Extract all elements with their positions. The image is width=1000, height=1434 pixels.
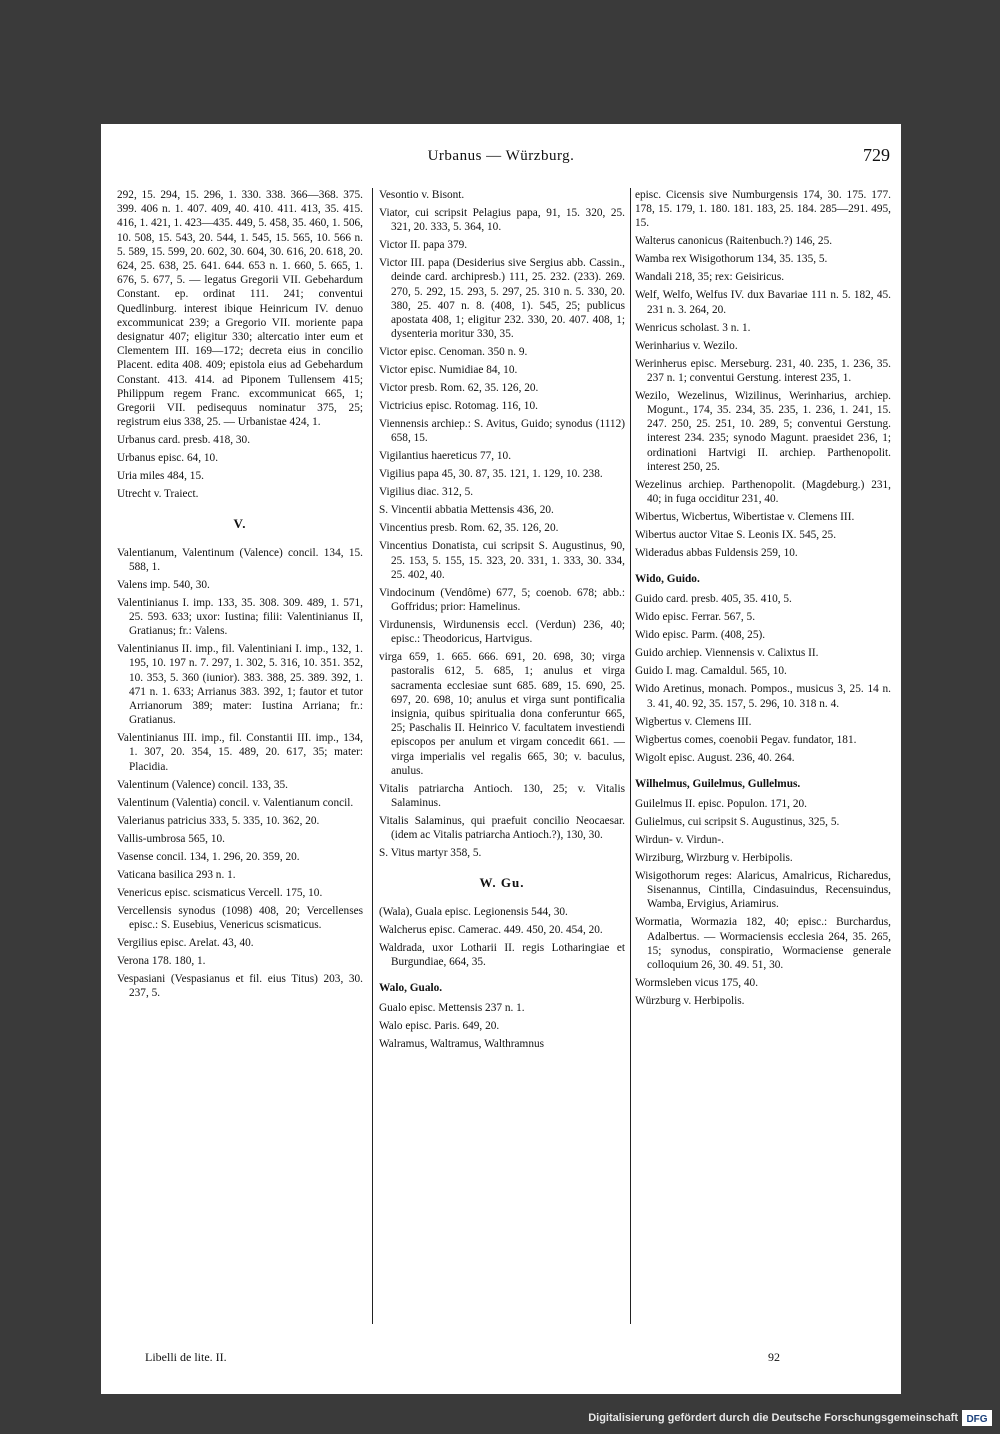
index-column-1 xyxy=(117,188,363,1332)
index-column-3 xyxy=(635,188,891,1332)
index-entry: Gualo episc. Mettensis 237 n. 1. xyxy=(379,1002,525,1015)
index-entry: Wenricus scholast. 3 n. 1. xyxy=(635,321,751,334)
group-heading: Wilhelmus, Guilelmus, Gullelmus. xyxy=(635,777,801,790)
running-head xyxy=(101,145,901,172)
index-entry: Urbanus card. presb. 418, 30. xyxy=(117,434,251,447)
index-entry: Valentinianus II. imp., fil. Valentiniani I. imp., 132, 1. 195, 10. 197 n. 7. 297, 1. 302, 5. 316, 10. 351. 352, 10. 353, 5. 360 (iunior). 383. 388, 25. 389. 392, 1. 471 n. 1. 633; Arrianus 383. 392, 1; fautor et tutor Arrianorum 389; mater: Iustina Arriana; fr.: Gratianus. xyxy=(117,643,363,727)
index-entry: Viennensis archiep.: S. Avitus, Guido; synodus (1112) 658, 15. xyxy=(379,418,625,445)
index-entry: Wibertus auctor Vitae S. Leonis IX. 545, 25. xyxy=(635,529,837,542)
index-entry: Verona 178. 180, 1. xyxy=(117,954,206,967)
index-entry: episc. Cicensis sive Numburgensis 174, 30. 175. 177. 178, 15. 179, 1. 180. 181. 183, 25. 184. 285—291. 495, 15. xyxy=(635,189,891,230)
index-entry: Virdunensis, Wirdunensis eccl. (Verdun) 236, 40; episc.: Theodoricus, Hartvigus. xyxy=(379,619,625,646)
index-entry: Vitalis patriarcha Antioch. 130, 25; v. Vitalis Salaminus. xyxy=(379,782,625,810)
running-title: Urbanus — Würzburg. xyxy=(427,148,575,164)
index-entry: Vitalis Salaminus, qui praefuit concilio Neocaesar. (idem ac Vitalis patriarcha Antioch.?), 130, 30. xyxy=(379,815,625,842)
index-entry: Vercellensis synodus (1098) 408, 20; Vercellenses episc.: S. Eusebius, Venericus scismaticus. xyxy=(117,904,363,931)
book-page xyxy=(101,124,901,1394)
index-entry: Vespasiani (Vespasianus et fil. eius Titus) 203, 30. 237, 5. xyxy=(117,972,363,1000)
index-entry: Vigilius papa 45, 30. 87, 35. 121, 1. 129, 10. 238. xyxy=(379,468,603,481)
index-entry: Victor episc. Cenoman. 350 n. 9. xyxy=(379,346,528,359)
index-entry: S. Vitus martyr 358, 5. xyxy=(379,847,482,860)
index-entry: Vasense concil. 134, 1. 296, 20. 359, 20. xyxy=(117,850,300,863)
index-entry: Valentinum (Valence) concil. 133, 35. xyxy=(117,778,288,791)
dfg-logo-text: DFG xyxy=(966,1414,988,1425)
index-entry: Wido episc. Ferrar. 567, 5. xyxy=(635,611,756,624)
index-entry: Wigbertus comes, coenobii Pegav. fundator, 181. xyxy=(635,733,857,746)
footer-volume: Libelli de lite. II. xyxy=(145,1350,227,1364)
group-heading: Wido, Guido. xyxy=(635,573,700,586)
index-column-2 xyxy=(379,188,625,1332)
index-entry: Vallis-umbrosa 565, 10. xyxy=(117,832,225,845)
index-entry: Walcherus episc. Camerac. 449. 450, 20. 454, 20. xyxy=(379,923,603,936)
index-entry: Wirdun- v. Virdun-. xyxy=(635,834,724,847)
group-heading: Walo, Gualo. xyxy=(379,982,443,995)
index-entry: Gulielmus, cui scripsit S. Augustinus, 325, 5. xyxy=(635,816,840,829)
index-entry: Guilelmus II. episc. Populon. 171, 20. xyxy=(635,798,807,811)
footer-signature: 92 xyxy=(768,1350,780,1364)
letter-heading: V. xyxy=(233,516,247,532)
index-entry: (Wala), Guala episc. Legionensis 544, 30. xyxy=(379,905,568,918)
index-entry: Vergilius episc. Arelat. 43, 40. xyxy=(117,936,254,949)
index-entry: Vindocinum (Vendôme) 677, 5; coenob. 678; abb.: Goffridus; prior: Hamelinus. xyxy=(379,586,625,614)
index-entry: Valentinum (Valentia) concil. v. Valentianum concil. xyxy=(117,796,354,809)
index-entry: Werinherus episc. Merseburg. 231, 40. 235, 1. 236, 35. 237 n. 1; conventui Gerstung. interest 235, 1. xyxy=(635,357,891,384)
letter-heading: W. Gu. xyxy=(479,875,525,891)
index-entry: Vigilantius haereticus 77, 10. xyxy=(379,450,512,463)
index-entry: S. Vincentii abbatia Mettensis 436, 20. xyxy=(379,504,554,517)
index-entry: Viator, cui scripsit Pelagius papa, 91, 15. 320, 25. 321, 20. 333, 5. 364, 10. xyxy=(379,207,625,234)
index-entry: Wigbertus v. Clemens III. xyxy=(635,715,752,728)
index-entry: Guido card. presb. 405, 35. 410, 5. xyxy=(635,593,792,606)
index-entry: Vincentius Donatista, cui scripsit S. Augustinus, 90, 25. 153, 5. 155, 15. 323, 20. 331, 1. 333, 30. 334, 25. 402, 40. xyxy=(379,540,625,581)
index-entry: Victor II. papa 379. xyxy=(379,239,468,252)
index-entry: Welf, Welfo, Welfus IV. dux Bavariae 111 n. 5. 182, 45. 231 n. 3. 264, 20. xyxy=(635,289,891,316)
index-entry: Victricius episc. Rotomag. 116, 10. xyxy=(379,400,538,413)
index-entry: Valentinianus III. imp., fil. Constantii III. imp., 134, 1. 307, 20. 354, 15. 489, 20. 617, 35; mater: Placidia. xyxy=(117,732,363,773)
index-entry: Valerianus patricius 333, 5. 335, 10. 362, 20. xyxy=(117,814,320,827)
index-entry: virga 659, 1. 665. 666. 691, 20. 698, 30; virga pastoralis 612, 5. 685, 1; anulus et virga sacramenta ecclesiae sunt 685. 689, 15. 690, 25. 697, 20. 698, 10; anulus et virga sunt pontificalia insignia, quibus spiritualia dona conferuntur 665, 25; Paschalis II. Heinrico V. facultatem investiendi episcopos per anulum et virgam concedit 661. — virga imperialis vel regalis 665, 30; v. baculus, anulus. xyxy=(379,651,625,777)
index-entry: Valens imp. 540, 30. xyxy=(117,578,210,591)
index-entry: Wideradus abbas Fuldensis 259, 10. xyxy=(635,547,798,560)
index-entry: Wezilo, Wezelinus, Wizilinus, Werinharius, archiep. Mogunt., 174, 35. 234, 35. 235, 1. 236, 1. 241, 15. 247. 250, 25. 251, 10. 289, 5; conventui Gerstung. interest 234. 235; synodo Magunt. praesidet 236, 1; ordinationi Hartvigi II. archiep. Parthenopolit. interest 250, 25. xyxy=(635,389,891,473)
index-entry: Vincentius presb. Rom. 62, 35. 126, 20. xyxy=(379,522,559,535)
column-rule xyxy=(630,188,631,1324)
index-entry: Wamba rex Wisigothorum 134, 35. 135, 5. xyxy=(635,253,828,266)
index-entry: Wirziburg, Wirzburg v. Herbipolis. xyxy=(635,852,793,865)
index-entry: Valentianum, Valentinum (Valence) concil. 134, 15. 588, 1. xyxy=(117,546,363,573)
digitization-credit: Digitalisierung gefördert durch die Deutsche Forschungsgemeinschaft xyxy=(588,1412,958,1424)
index-entry: Wormatia, Wormazia 182, 40; episc.: Burchardus, Adalbertus. — Wormaciensis ecclesia 264, 35. 265, 15; synodus, conspiratio, Wormaciense generale colloquium 26, 30. 49. 51, 30. xyxy=(635,916,891,972)
index-entry: Vesontio v. Bisont. xyxy=(379,189,465,201)
index-entry: Werinharius v. Wezilo. xyxy=(635,339,738,352)
index-entry: Guido I. mag. Camaldul. 565, 10. xyxy=(635,665,787,678)
dfg-logo xyxy=(962,1410,992,1426)
index-entry: Wido Aretinus, monach. Pompos., musicus 3, 25. 14 n. 3. 41, 40. 92, 35. 157, 5. 296, 10. 318 n. 4. xyxy=(635,683,891,710)
index-entry: Wezelinus archiep. Parthenopolit. (Magdeburg.) 231, 40; in fuga occiditur 231, 40. xyxy=(635,478,891,506)
index-entry: Uria miles 484, 15. xyxy=(117,470,204,483)
index-entry: Venericus episc. scismaticus Vercell. 175, 10. xyxy=(117,886,323,899)
index-entry: Victor III. papa (Desiderius sive Sergius abb. Cassin., deinde card. archipresb.) 111, 25. 232. (233). 269. 270, 5. 292, 15. 293, 5. 297, 25. 310 n. 5. 330, 20. 380, 25. 407 n. 8. (408, 1). 545, 25; publicus apostata 408, 1; eligitur 232. 330, 20. 407. 408, 1; dysenteria moritur 330, 35. xyxy=(379,257,625,341)
index-entry: Guido archiep. Viennensis v. Calixtus II. xyxy=(635,647,819,660)
index-entry: Valentinianus I. imp. 133, 35. 308. 309. 489, 1. 571, 25. 593. 633; uxor: Iustina; filii: Valentinianus II, Gratianus; fr.: Valens. xyxy=(117,596,363,638)
index-entry: Walramus, Waltramus, Walthramnus xyxy=(379,1038,545,1051)
index-entry: Vigilius diac. 312, 5. xyxy=(379,486,474,499)
index-entry: Utrecht v. Traiect. xyxy=(117,488,199,501)
index-entry: Wormsleben vicus 175, 40. xyxy=(635,977,759,990)
index-entry: Walterus canonicus (Raitenbuch.?) 146, 25. xyxy=(635,235,833,248)
index-entry: Würzburg v. Herbipolis. xyxy=(635,995,745,1008)
index-entry: Vaticana basilica 293 n. 1. xyxy=(117,868,236,881)
index-entry: Wido episc. Parm. (408, 25). xyxy=(635,629,766,642)
index-entry: Wandali 218, 35; rex: Geisiricus. xyxy=(635,271,785,284)
index-entry: Wibertus, Wicbertus, Wibertistae v. Clemens III. xyxy=(635,511,855,524)
index-entry: Walo episc. Paris. 649, 20. xyxy=(379,1020,500,1033)
index-entry: Wigolt episc. August. 236, 40. 264. xyxy=(635,751,795,764)
index-entry: Waldrada, uxor Lotharii II. regis Lotharingiae et Burgundiae, 664, 35. xyxy=(379,941,625,968)
page-number: 729 xyxy=(863,145,890,165)
index-entry: 292, 15. 294, 15. 296, 1. 330. 338. 366—368. 375. 399. 406 n. 1. 407. 409, 40. 410. 411. 413, 35. 415. 416, 1. 421, 1. 423—435. 449, 5. 458, 35. 460, 1. 506, 10. 508, 15. 543, 20. 544, 1. 545, 15. 565, 10. 566 n. 5. 589, 15. 599, 20. 602, 30. 604, 30. 616, 20. 618, 20. 624, 25. 638, 25. 641. 644. 653 n. 1. 660, 5. 665, 1. 676, 5. 677, 5. — legatus Gregorii VII. Gebehardum Constant. ep. ordinat 111. 241; conventui Quedlinburg. interest ibique Heinricum IV. denuo excommunicat 239; a Gregorio VII. moriente papa designatur 407; eligitur 330; altercatio inter eum et Clementem III. 169—172; decreta eius in concilio Placent. edita 408. 409; epistola eius ad Gebehardum Constant. 413. 414. ad Piponem Tullensem 415; Philippum regem Franc. excommunicat 665, 1; Gregorii VII. pedisequus nominatur 375, 25; registrum eius 338, 25. — Urbanistae 424, 1. xyxy=(117,189,363,429)
column-rule xyxy=(372,188,373,1324)
index-entry: Urbanus episc. 64, 10. xyxy=(117,452,219,465)
index-entry: Victor episc. Numidiae 84, 10. xyxy=(379,364,518,377)
index-entry: Victor presb. Rom. 62, 35. 126, 20. xyxy=(379,382,539,395)
index-entry: Wisigothorum reges: Alaricus, Amalricus, Richaredus, Sisenannus, Cintilla, Cindasuindus, Recensuindus, Wamba, Ervigius, Ariamirus. xyxy=(635,870,891,911)
